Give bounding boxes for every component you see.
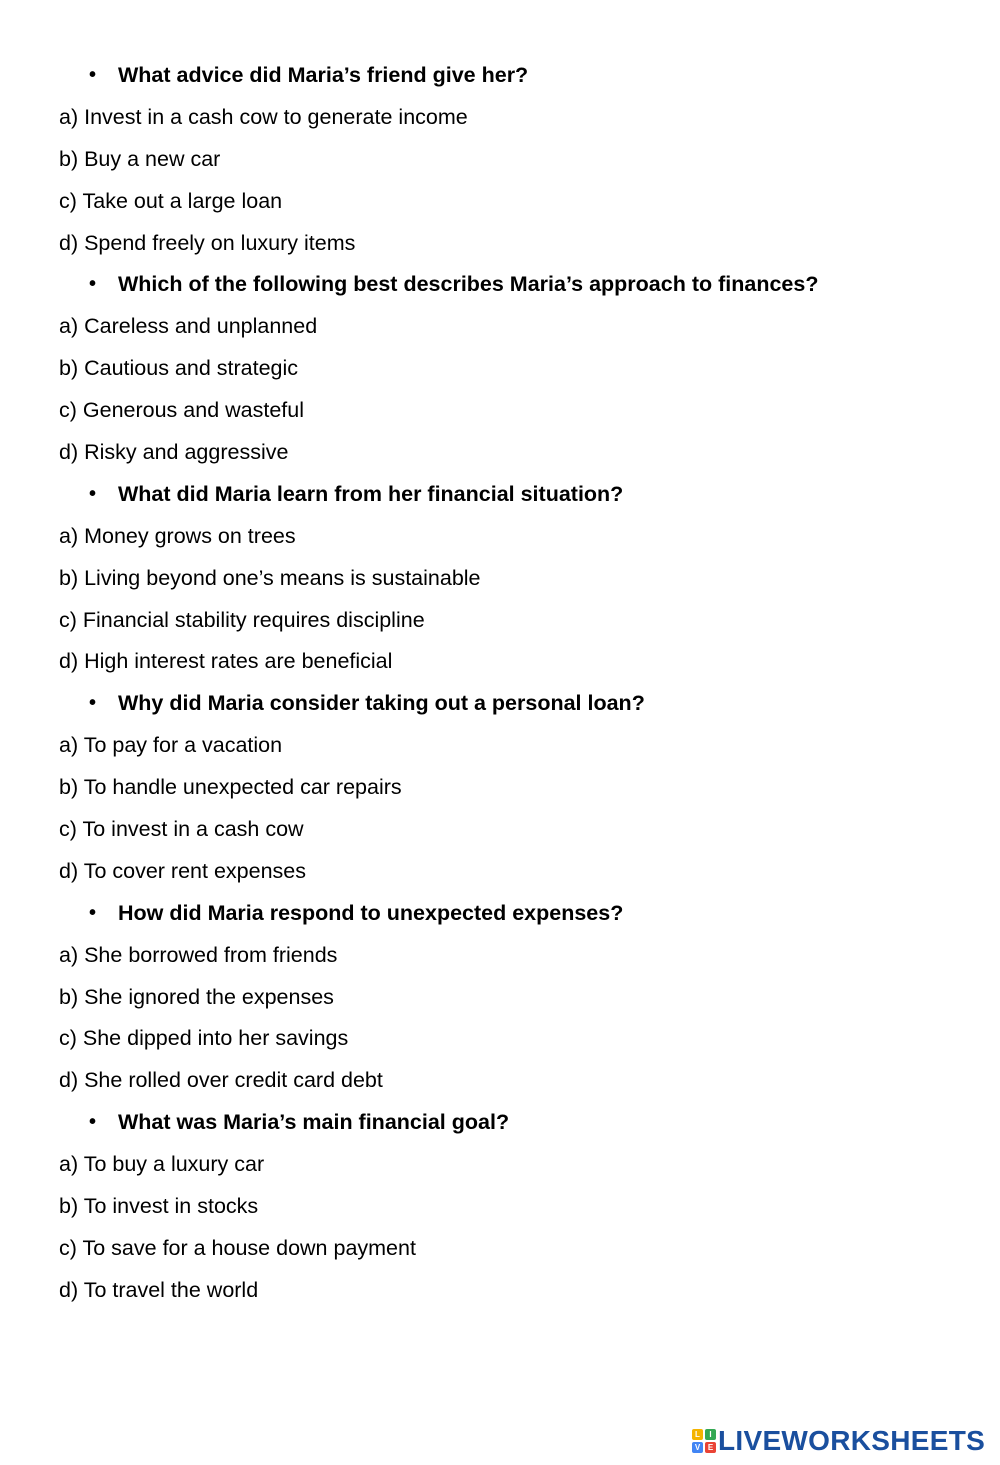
option-4c: c) To invest in a cash cow	[59, 817, 304, 842]
option-1d: d) Spend freely on luxury items	[59, 230, 356, 255]
bullet-icon: •	[89, 1111, 97, 1134]
liveworksheets-logo-icon	[692, 1429, 716, 1453]
question-block-2	[0, 264, 1000, 473]
question-text: How did Maria respond to unexpected expenses?	[118, 900, 624, 925]
option-2c: c) Generous and wasteful	[59, 398, 304, 423]
option-2b: b) Cautious and strategic	[59, 356, 299, 381]
question-6	[0, 1102, 1000, 1144]
option-3b: b) Living beyond one’s means is sustainable	[59, 565, 481, 590]
option-6d: d) To travel the world	[59, 1277, 259, 1302]
logo-tile-v: V	[692, 1442, 703, 1453]
option-6b: b) To invest in stocks	[59, 1194, 259, 1219]
question-4	[0, 683, 1000, 725]
question-block-5	[0, 893, 1000, 1102]
logo-tile-l: L	[692, 1429, 703, 1440]
question-block-6	[0, 1102, 1000, 1311]
option-4b: b) To handle unexpected car repairs	[59, 775, 402, 800]
logo-tile-e: E	[705, 1442, 716, 1453]
option-5a: a) She borrowed from friends	[59, 942, 338, 967]
question-text: Which of the following best describes Maria’s approach to finances?	[118, 272, 819, 297]
question-3	[0, 474, 1000, 516]
brand-name: LIVEWORKSHEETS	[718, 1425, 986, 1456]
option-6c: c) To save for a house down payment	[59, 1235, 416, 1260]
bullet-icon: •	[89, 692, 97, 715]
option-4d: d) To cover rent expenses	[59, 858, 306, 883]
bullet-icon: •	[89, 64, 97, 86]
question-1	[0, 55, 1000, 97]
option-1a: a) Invest in a cash cow to generate income	[59, 104, 468, 129]
option-2a: a) Careless and unplanned	[59, 314, 318, 339]
option-5b: b) She ignored the expenses	[59, 984, 334, 1009]
question-text: What did Maria learn from her financial situation?	[118, 481, 624, 506]
question-block-1	[0, 55, 1000, 264]
option-5d: d) She rolled over credit card debt	[59, 1068, 383, 1093]
liveworksheets-watermark	[692, 1424, 985, 1458]
question-text: What advice did Maria’s friend give her?	[118, 63, 529, 87]
logo-tile-i: I	[705, 1429, 716, 1440]
question-text: Why did Maria consider taking out a personal loan?	[118, 691, 645, 716]
worksheet	[0, 55, 1000, 1312]
option-3d: d) High interest rates are beneficial	[59, 649, 393, 674]
question-text: What was Maria’s main financial goal?	[118, 1110, 510, 1135]
option-3a: a) Money grows on trees	[59, 523, 296, 548]
question-block-4	[0, 683, 1000, 892]
option-6a: a) To buy a luxury car	[59, 1152, 265, 1177]
option-1c: c) Take out a large loan	[59, 188, 283, 213]
option-3c: c) Financial stability requires discipline	[59, 607, 425, 632]
bullet-icon: •	[89, 901, 97, 924]
bullet-icon: •	[89, 482, 97, 505]
question-5	[0, 893, 1000, 935]
question-block-3	[0, 474, 1000, 683]
option-2d: d) Risky and aggressive	[59, 440, 289, 465]
option-5c: c) She dipped into her savings	[59, 1026, 349, 1051]
question-2	[0, 264, 1000, 306]
bullet-icon: •	[89, 273, 97, 296]
option-4a: a) To pay for a vacation	[59, 733, 283, 758]
option-1b: b) Buy a new car	[59, 146, 221, 171]
